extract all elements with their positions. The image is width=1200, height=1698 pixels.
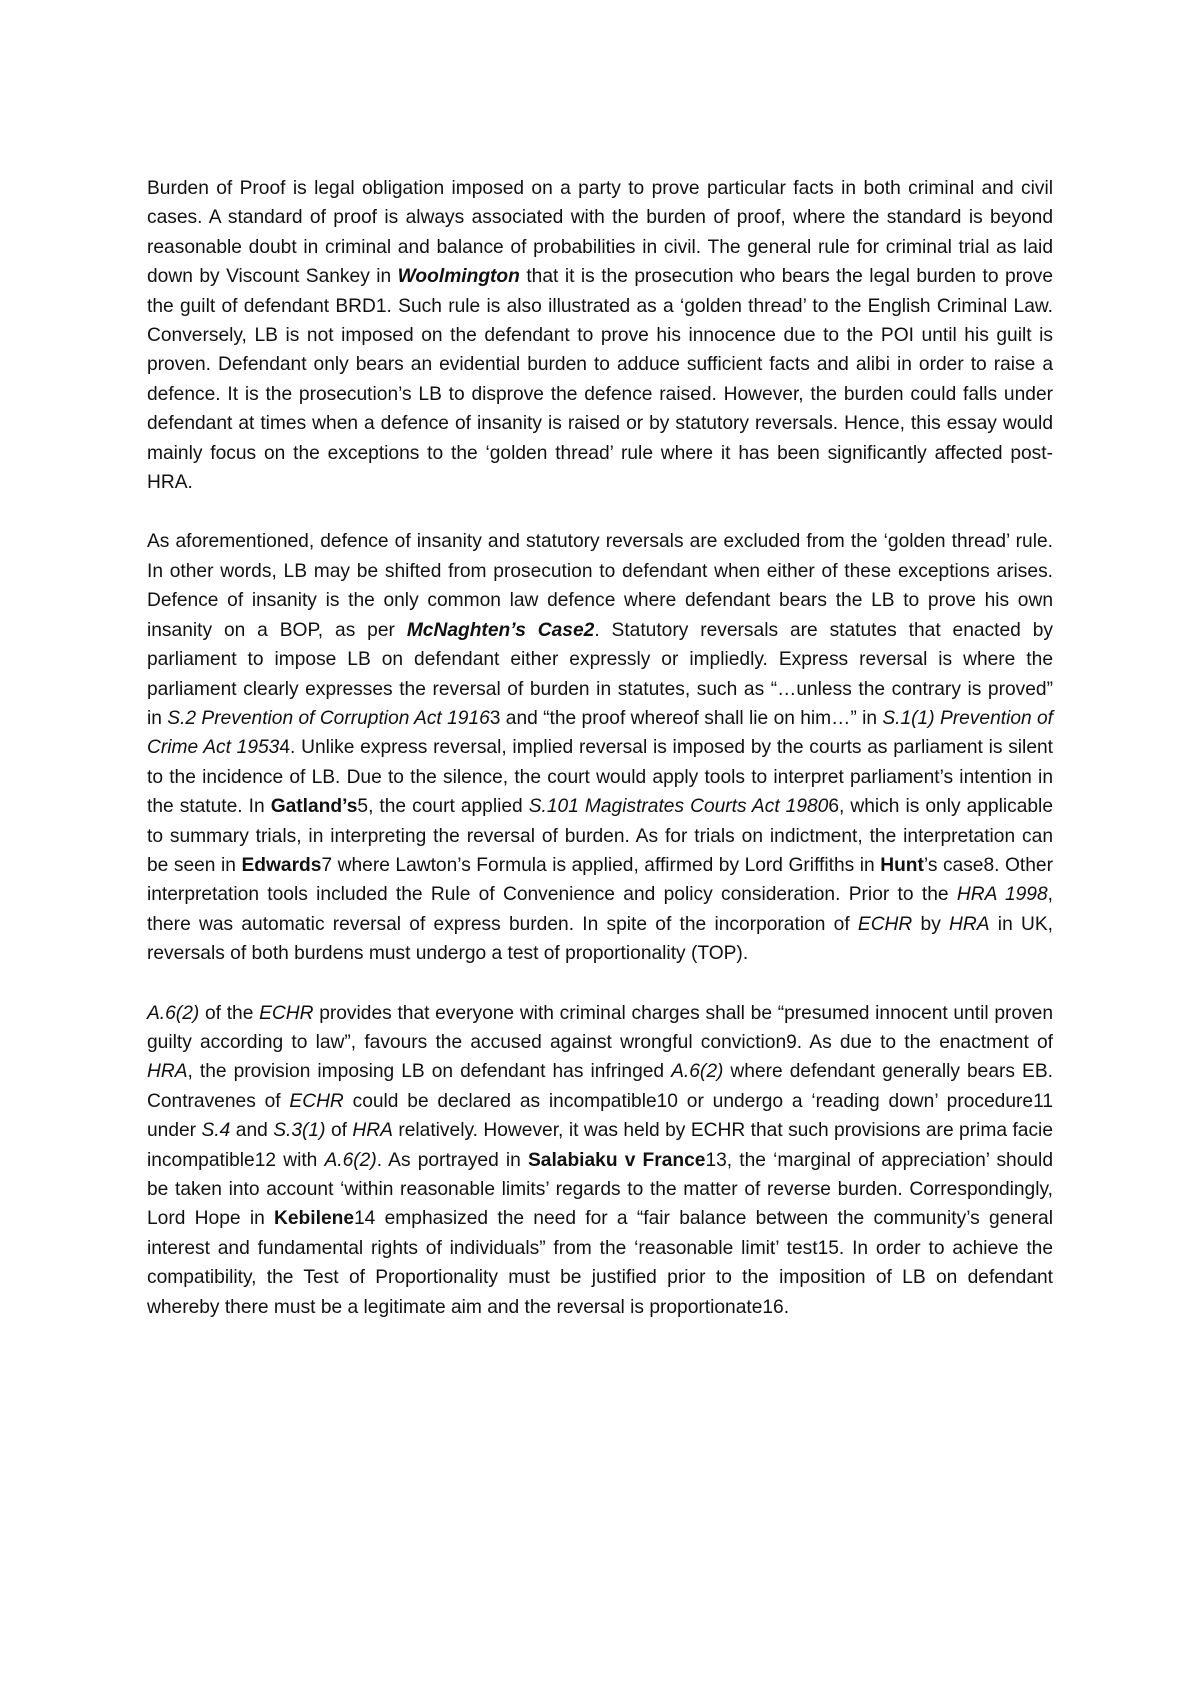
paragraph-2 [147, 527, 1053, 968]
text-run: . Statutory reversals are statutes that enacted by parliament to impose LB on defendant either expressly or impliedly. Express reversal is where the parliament clearly expresses the reversal of burden in statutes, such as “…unless the contrary is proved” in [147, 619, 1053, 729]
text-run: that it is the prosecution who bears the legal burden to prove the guilt of defendant BRD1. Such rule is also illustrated as a ‘golden thread’ to the English Criminal Law. Conversely, LB is not imposed on the defendant to prove his innocence due to the POI until his guilt is proven. Defendant only bears an evidential burden to adduce sufficient facts and alibi in order to raise a defence. It is the prosecution’s LB to disprove the defence raised. However, the burden could falls under defendant at times when a defence of insanity is raised or by statutory reversals. Hence, this essay would mainly focus on the exceptions to the ‘golden thread’ rule where it has been significantly affected post-HRA. [147, 266, 1054, 494]
text-run: HRA 1998 [956, 884, 1048, 906]
text-run: Edwards [241, 854, 322, 876]
text-run: could be declared as incompatible10 or undergo a ‘reading down’ procedure11 under [147, 1090, 1053, 1142]
text-run: A.6(2) [147, 1002, 200, 1024]
text-run: As aforementioned, defence of insanity and statutory reversals are excluded from the ‘golden thread’ rule. In other words, LB may be shifted from prosecution to defendant when either of these exceptions arises. Defence of insanity is the only common law defence where defendant bears the LB to prove his own insanity on a BOP, as per [147, 531, 1053, 641]
text-run: by [912, 913, 950, 935]
paragraph-3 [147, 999, 1053, 1322]
text-run: S.4 [201, 1120, 231, 1142]
text-run: Burden of Proof is legal obligation imposed on a party to prove particular facts in both criminal and civil cases. A standard of proof is always associated with the burden of proof, where the standard is beyond reasonable doubt in criminal and balance of probabilities in civil. The general rule for criminal trial as laid down by Viscount Sankey in [147, 178, 1053, 288]
text-run: 14 emphasized the need for a “fair balance between the community’s general interest and fundamental rights of individuals” from the ‘reasonable limit’ test15. In order to achieve the compatibility, the Test of Proportionality must be justified prior to the imposition of LB on defendant whereby there must be a legitimate aim and the reversal is proportionate16. [147, 1208, 1053, 1318]
text-run: where defendant generally bears EB. Contravenes of [147, 1061, 1053, 1112]
text-run: S.2 Prevention of Corruption Act 1916 [167, 707, 490, 729]
text-run: Salabiaku v France [527, 1149, 706, 1171]
text-run: A.6(2) [671, 1061, 724, 1083]
text-run: Woolmington [397, 266, 520, 288]
text-run: . As portrayed in [376, 1149, 528, 1171]
text-run: 4. Unlike express reversal, implied reversal is imposed by the courts as parliament is silent to the incidence of LB. Due to the silence, the court would apply tools to interpret parliament’s intention in the statute. In [147, 737, 1053, 818]
text-run: , the provision imposing LB on defendant has infringed [187, 1061, 672, 1083]
text-run: A.6(2) [324, 1149, 377, 1171]
text-run: HRA [147, 1061, 188, 1083]
text-run: 13, the ‘marginal of appreciation’ should be taken into account ‘within reasonable limits’ regards to the matter of reverse burden. Correspondingly, Lord Hope in [147, 1149, 1053, 1230]
text-run: relatively. However, it was held by ECHR that such provisions are prima facie incompatible12 with [147, 1120, 1053, 1171]
paragraph-1 [147, 174, 1053, 497]
text-run: McNaghten’s Case2 [406, 619, 595, 641]
text-run: in UK, reversals of both burdens must undergo a test of proportionality (TOP). [147, 913, 1053, 965]
text-run: Kebilene [274, 1208, 355, 1230]
document-body [147, 174, 1053, 1352]
text-run: and [230, 1120, 274, 1142]
text-run: 6, which is only applicable to summary trials, in interpreting the reversal of burden. As for trials on indictment, the interpretation can be seen in [147, 796, 1053, 876]
text-run: S.1(1) Prevention of Crime Act 1953 [147, 707, 1054, 759]
text-run: , there was automatic reversal of express burden. In spite of the incorporation of [147, 884, 1053, 935]
text-run: ’s case8. Other interpretation tools included the Rule of Convenience and policy consideration. Prior to the [147, 854, 1053, 906]
text-run: 7 where Lawton’s Formula is applied, affirmed by Lord Griffiths in [321, 854, 881, 876]
text-run: 3 and “the proof whereof shall lie on him…” in [489, 707, 883, 729]
text-run: Gatland’s [270, 796, 358, 818]
text-run: ECHR [289, 1090, 344, 1112]
text-run: 5, the court applied [357, 796, 529, 818]
text-run: S.3(1) [273, 1120, 326, 1142]
text-run: ECHR [857, 913, 913, 935]
text-run: of the [199, 1002, 260, 1024]
text-run: HRA [352, 1120, 393, 1142]
text-run: of [325, 1120, 353, 1142]
text-run: HRA [949, 913, 990, 935]
text-run: provides that everyone with criminal charges shall be “presumed innocent until proven guilty according to law”, favours the accused against wrongful conviction9. As due to the enactment of [147, 1002, 1053, 1053]
text-run: S.101 Magistrates Courts Act 1980 [528, 796, 829, 818]
text-run: Hunt [880, 854, 924, 876]
text-run: ECHR [259, 1002, 314, 1024]
